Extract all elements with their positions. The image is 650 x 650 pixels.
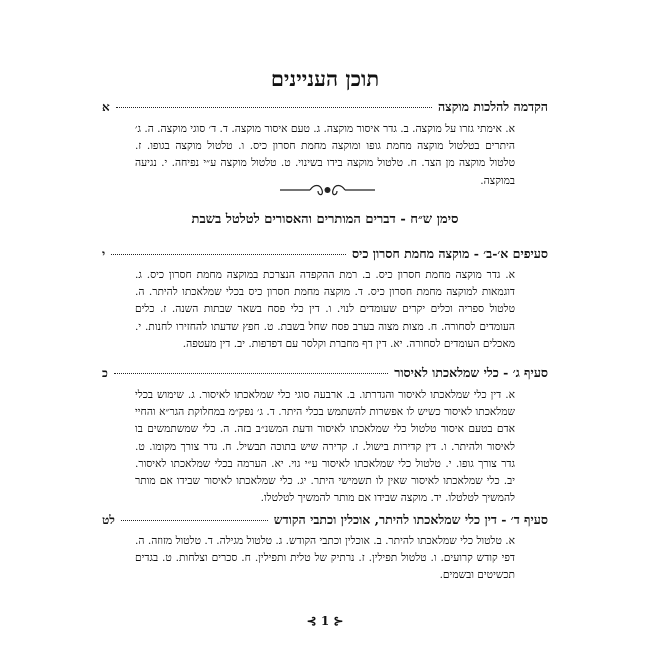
entry-page-number: א — [102, 100, 110, 114]
entry-body-intro: א. אימתי גזרו על מוקצה. ב. גדר איסור מוקצה. ג. טעם איסור מוקצה. ד. ד׳ סוגי מוקצה. ה. ג׳ היתרים בטלטול מוקצה מחמת גופו ומוקצה מחמת חסרון כיס. ו. טלטול מוקצה בגופו. ז. טלטול מוקצה מן הצד. ח. טלטול מוקצה בידו בשינוי. ט. טלטול מוקצה ע״י נפיחה. י. נגיעה במוקצה. — [135, 123, 515, 187]
toc-entry-section-2[interactable] — [102, 365, 548, 385]
siman-heading: סימן ש״ח - דברים המותרים והאסורים לטלטל בשבת — [191, 212, 459, 227]
entry-body-section-1: א. גדר מוקצה מחמת חסרון כיס. ב. רמת ההקפדה הנצרכת במוקצה מחמת חסרון כיס. ג. דוגמאות למוקצה מחמת חסרון כיס. ד. מוקצה מחמת חסרון כיס בכלי שמלאכתו להיתר. ה. טלטול ספריה וכלים יקרים שעומדים לנוי. ו. דין כלי פסח בשאר שבתות השנה. ז. כלים העומדים לסחורה. ח. מצות מצוה בערב פסח שחל בשבת. ט. חפץ שדעתו להחזירו לחנות. י. מאכלים העומדים לסחורה. יא. דין דף מחברת וקלסר עם דפדפות. יב. דין מעטפה. — [135, 269, 515, 350]
dot-leader — [116, 107, 432, 108]
toc-entry-intro[interactable] — [102, 99, 548, 119]
footer-page-number: 1 — [320, 614, 330, 628]
footer-ornament-left: ⊰ — [306, 614, 317, 628]
entry-heading: סעיף ד׳ - דין כלי שמלאכתו להיתר, אוכלין וכתבי הקודש — [273, 512, 548, 527]
entry-heading: הקדמה להלכות מוקצה — [437, 99, 548, 114]
page-footer — [0, 614, 650, 628]
divider-ornament — [280, 183, 375, 197]
entry-heading: סעיף ג׳ - כלי שמלאכתו לאיסור — [394, 365, 548, 380]
entry-body-section-2: א. דין כלי שמלאכתו לאיסור והגדרתו. ב. ארבעה סוגי כלי שמלאכתו לאיסור. ג. שימוש בכלי שמלאכתו לאיסור כשיש לו אפשרות להשתמש בכלי היתר. ד. ג׳ נפק״מ במחלוקת הגר״א והחיי אדם בטעם איסור טלטול כלי שמלאכתו לאיסור ודעת המשנ״ב בזה. ה. כלי שמשתמשים בו לאיסור ולהיתר. ו. דין קדירות בישול. ז. קדירה שיש בתוכה תבשיל. ח. גדר צורך מקומו. ט. גדר צורך גופו. י. טלטול כלי שמלאכתו לאיסור ע״י גוי. יא. הערמה בכלי שמלאכתו לאיסור. יב. כלי שמלאכתו לאיסור שאין לו תשמישי היתר. יג. כלי שמלאכתו לאיסור שבידו אם מותר להמשיך לטלטלו. יד. מוקצה שבידו אם מותר להמשיך לטלטלו. — [135, 389, 515, 505]
dot-leader — [114, 373, 388, 374]
entry-body-section-3: א. טלטול כלי שמלאכתו להיתר. ב. אוכלין וכתבי הקודש. ג. טלטול מגילה. ד. טלטול מזוזה. ה. דפי קודש קרועים. ו. טלטול תפילין. ז. נרתיק של טלית ותפילין. ח. סכרים וצלחות. ט. בגדים תכשיטים ובשמים. — [135, 535, 515, 582]
dot-leader — [121, 520, 268, 521]
entry-page-number: כ — [102, 366, 108, 380]
footer-ornament-right: ⊱ — [333, 614, 344, 628]
entry-page-number: לט — [102, 513, 115, 527]
dot-leader — [111, 254, 346, 255]
entry-page-number: י — [102, 247, 106, 261]
toc-entry-section-3[interactable] — [102, 512, 548, 532]
toc-entry-section-1[interactable] — [102, 246, 548, 266]
entry-heading: סעיפים א׳-ב׳ - מוקצה מחמת חסרון כיס — [351, 246, 548, 261]
page-title: תוכן העניינים — [270, 66, 380, 91]
